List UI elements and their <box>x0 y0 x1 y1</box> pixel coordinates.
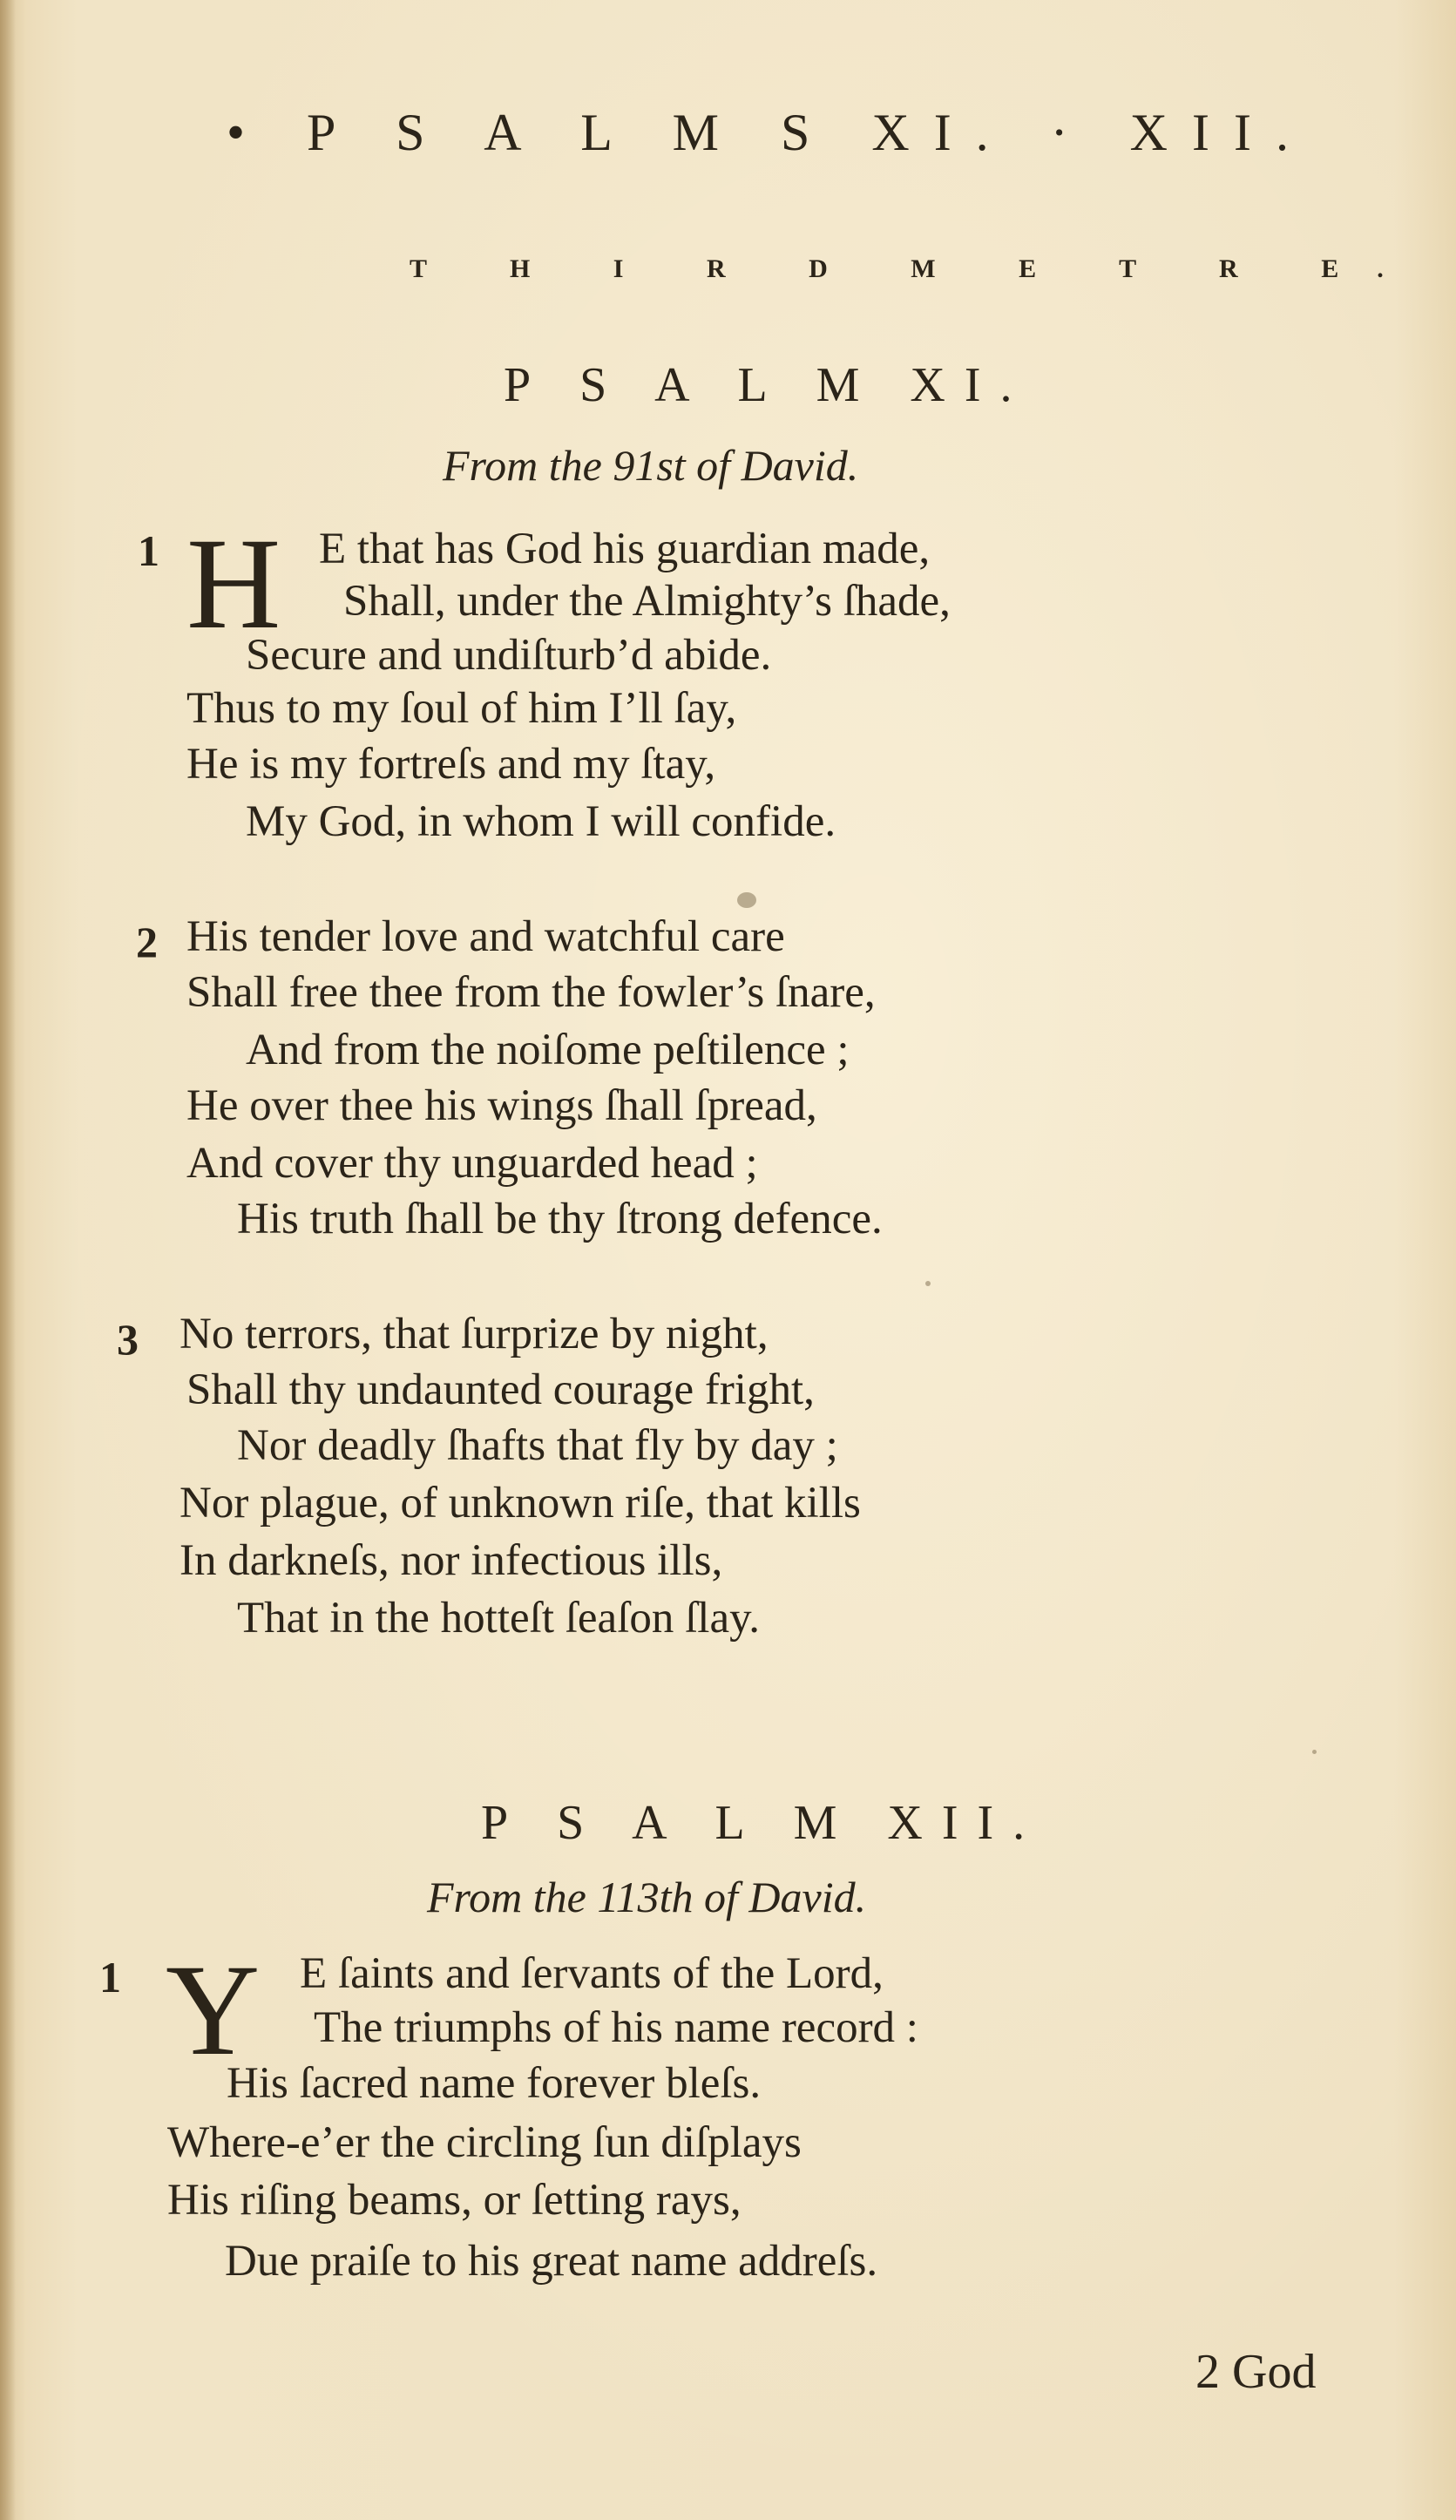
ink-speck <box>925 1281 931 1286</box>
running-head: • P S A L M S XI. · XII. <box>227 104 1313 161</box>
verse-line: In darkneſs, nor infectious ills, <box>179 1536 723 1585</box>
verse-line: The triumphs of his name record : <box>314 2003 918 2052</box>
page-gutter-shadow <box>0 0 16 2520</box>
verse-line: And cover thy unguarded head ; <box>186 1139 758 1188</box>
metre-heading: T H I R D M E T R E. <box>410 254 1422 283</box>
verse-line: He over thee his wings ſhall ſpread, <box>186 1081 817 1130</box>
verse-line: And from the noiſome peſtilence ; <box>246 1026 850 1074</box>
ink-speck <box>1312 1750 1317 1754</box>
verse-line: Nor plague, of unknown riſe, that kills <box>179 1479 861 1528</box>
verse-line: E that has God his guardian made, <box>319 525 931 573</box>
ink-blot <box>737 892 756 908</box>
catchword: 2 God <box>1195 2345 1317 2399</box>
verse-line: E ſaints and ſervants of the Lord, <box>300 1949 884 1998</box>
verse-number: 1 <box>138 526 159 575</box>
verse-line: Shall, under the Almighty’s ſhade, <box>343 577 951 626</box>
verse-line: His truth ſhall be thy ſtrong defence. <box>237 1195 883 1243</box>
psalm-11-subtitle: From the 91st of David. <box>443 441 859 490</box>
verse-number: 1 <box>99 1953 121 2002</box>
verse-line: Nor deadly ſhafts that fly by day ; <box>237 1421 838 1470</box>
verse-line: My God, in whom I will confide. <box>246 797 836 846</box>
psalm-12-title: P S A L M XII. <box>481 1796 1045 1850</box>
verse-number: 3 <box>117 1315 139 1364</box>
verse-line: Shall free thee from the fowler’s ſnare, <box>186 968 876 1017</box>
drop-cap: Y <box>166 1938 261 2083</box>
verse-line: His tender love and watchful care <box>186 912 785 961</box>
verse-line: No terrors, that ſurprize by night, <box>179 1310 769 1358</box>
verse-line: Due praiſe to his great name addreſs. <box>225 2237 878 2286</box>
verse-line: Shall thy undaunted courage fright, <box>186 1365 815 1414</box>
psalm-12-subtitle: From the 113th of David. <box>427 1873 867 1921</box>
verse-line: Where-e’er the circling ſun diſplays <box>167 2118 802 2167</box>
verse-line: That in the hotteſt ſeaſon ſlay. <box>237 1594 761 1643</box>
verse-line: His ſacred name forever bleſs. <box>227 2059 762 2108</box>
verse-line: His riſing beams, or ſetting rays, <box>167 2176 742 2225</box>
verse-number: 2 <box>136 918 158 966</box>
verse-line: He is my fortreſs and my ſtay, <box>186 740 716 789</box>
psalm-11-title: P S A L M XI. <box>504 358 1032 412</box>
drop-cap: H <box>186 511 281 656</box>
verse-line: Secure and undiſturb’d abide. <box>246 631 772 680</box>
verse-line: Thus to my ſoul of him I’ll ſay, <box>186 684 737 733</box>
